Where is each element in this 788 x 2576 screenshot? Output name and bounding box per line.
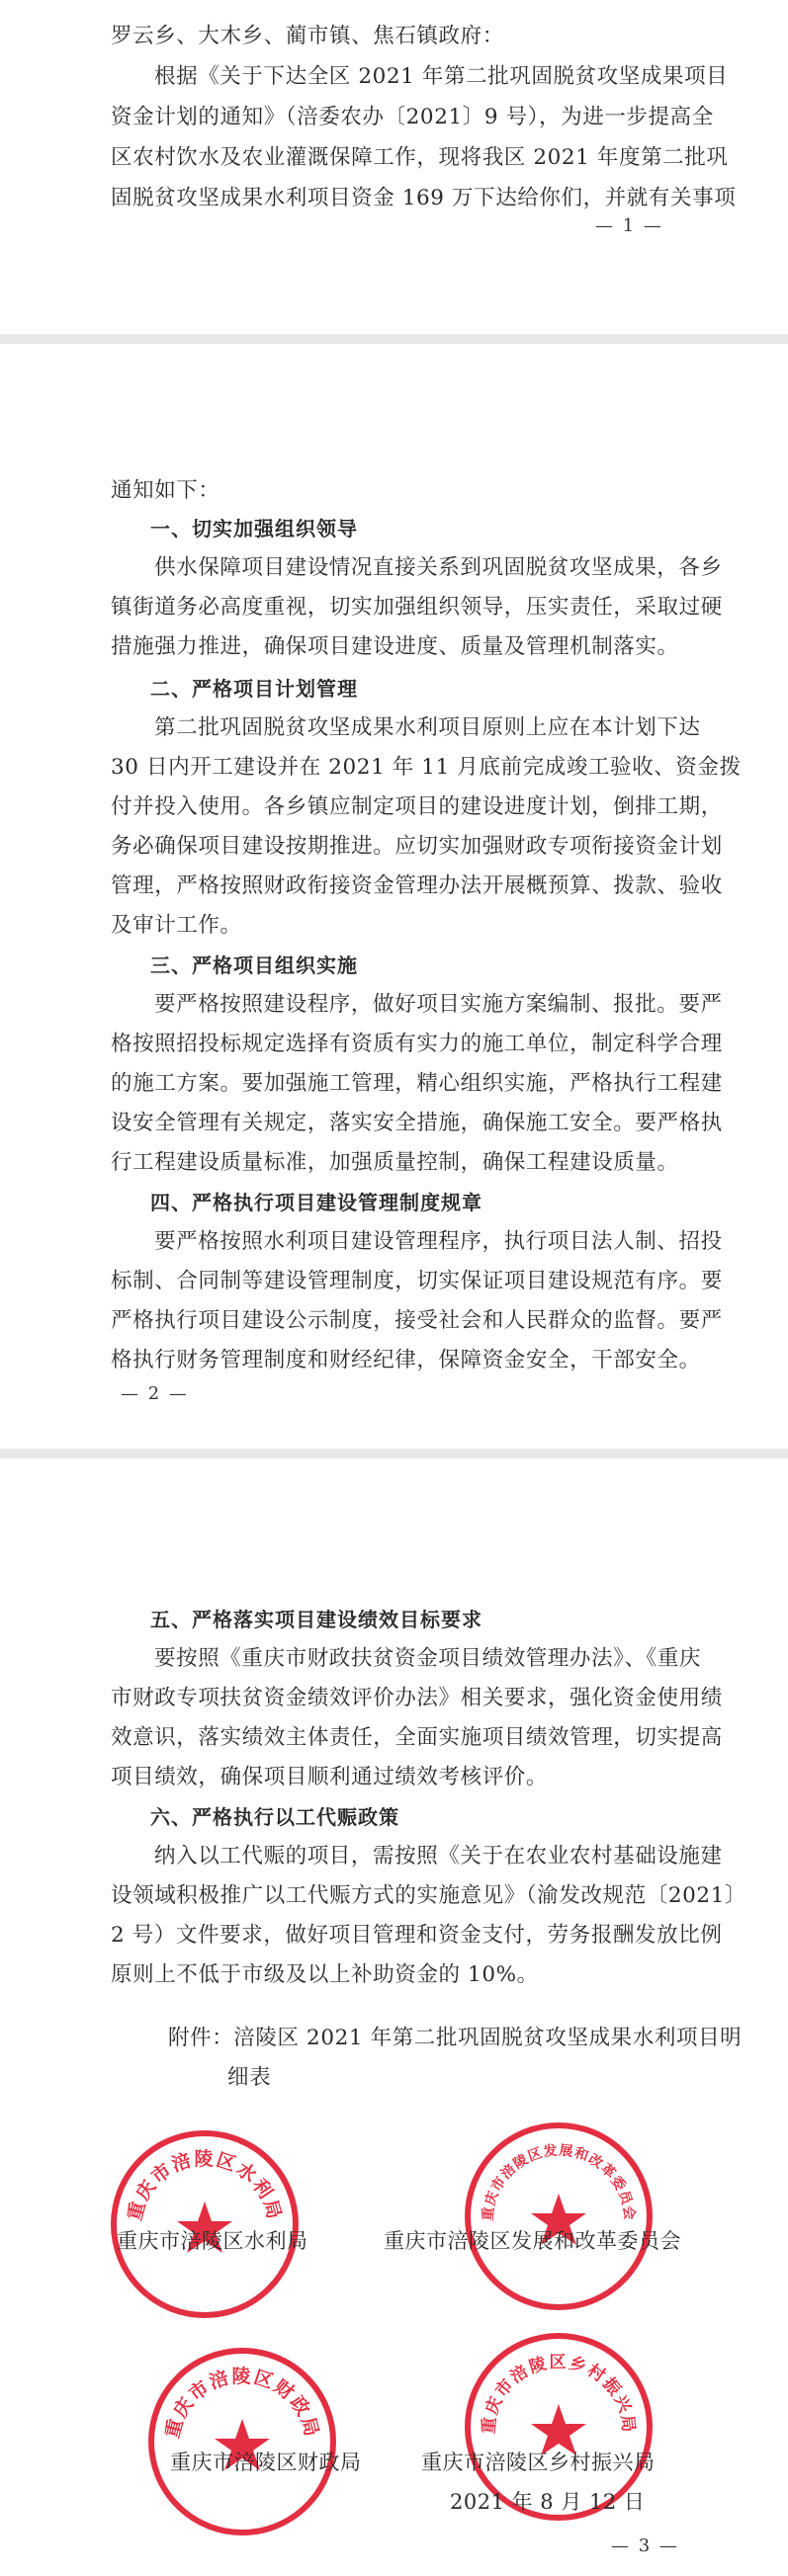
attachment-line: 附件：涪陵区 2021 年第二批巩固脱贫攻坚成果水利项目明	[168, 2026, 743, 2050]
seal-text: 重庆市涪陵区发展和改革委员会	[480, 2142, 638, 2222]
body-line: 行工程建设质量标准，加强质量控制，确保工程建设质量。	[111, 1150, 679, 1175]
body-line: 项目绩效，确保项目顺利通过绩效考核评价。	[111, 1765, 549, 1789]
body-line: 严格执行项目建设公示制度，接受社会和人民群众的监督。要严	[111, 1308, 723, 1333]
page-number: — 1 —	[595, 215, 663, 236]
body-line: 市财政专项扶贫资金绩效评价办法》相关要求，强化资金使用绩	[111, 1686, 723, 1710]
body-line: 原则上不低于市级及以上补助资金的 10%。	[111, 1962, 539, 1987]
body-line: 管理，严格按照财政衔接资金管理办法开展概预算、拨款、验收	[111, 873, 723, 898]
signatory-development-commission: 重庆市涪陵区发展和改革委员会	[384, 2229, 681, 2253]
body-line: 要严格按照水利项目建设管理程序，执行项目法人制、招投	[154, 1229, 723, 1254]
section-heading-2: 二、严格项目计划管理	[150, 677, 358, 701]
star-seal-icon	[465, 2122, 653, 2310]
document-page-2	[0, 344, 788, 1449]
body-line: 效意识，落实绩效主体责任，全面实施项目绩效管理，切实提高	[111, 1725, 723, 1750]
addressee-line: 罗云乡、大木乡、蔺市镇、焦石镇政府：	[111, 24, 504, 48]
body-line: 务必确保项目建设按期推进。应切实加强财政专项衔接资金计划	[111, 834, 723, 859]
section-heading-1: 一、切实加强组织领导	[150, 517, 358, 540]
body-line: 格执行财务管理制度和财经纪律，保障资金安全，干部安全。	[111, 1348, 701, 1372]
attachment-line: 细表	[227, 2065, 272, 2090]
signatory-finance-bureau: 重庆市涪陵区财政局	[170, 2451, 362, 2474]
body-line: 格按照招投标规定选择有资质有实力的施工单位，制定科学合理	[111, 1032, 723, 1056]
seal-text: 重庆市涪陵区乡村振兴局	[479, 2353, 639, 2436]
body-line: 措施强力推进，确保项目建设进度、质量及管理机制落实。	[111, 634, 679, 659]
body-line: 要按照《重庆市财政扶贫资金项目绩效管理办法》、《重庆	[154, 1646, 702, 1671]
section-heading-6: 六、严格执行以工代赈政策	[150, 1805, 399, 1829]
section-heading-5: 五、严格落实项目建设绩效目标要求	[150, 1608, 482, 1631]
body-line: 设领域积极推广以工代赈方式的实施意见》（渝发改规范〔2021〕	[111, 1883, 747, 1908]
seal-text: 重庆市涪陵区财政局	[161, 2366, 323, 2441]
page-number: — 3 —	[611, 2535, 679, 2556]
page-number: — 2 —	[121, 1383, 189, 1404]
seal-text: 重庆市涪陵区水利局	[124, 2148, 286, 2223]
official-seal-development-commission	[465, 2122, 653, 2310]
official-seal-finance-bureau	[148, 2348, 336, 2535]
body-line: 标制、合同制等建设管理制度，切实保证项目建设规范有序。要	[111, 1269, 723, 1293]
body-line: 2 号）文件要求，做好项目管理和资金支付，劳务报酬发放比例	[111, 1923, 723, 1948]
star-seal-icon	[148, 2348, 336, 2535]
signatory-rural-revitalization-bureau: 重庆市涪陵区乡村振兴局	[421, 2451, 656, 2474]
body-line: 资金计划的通知》（涪委农办〔2021〕9 号），为进一步提高全	[111, 105, 714, 129]
star-seal-icon	[111, 2130, 299, 2318]
section-heading-3: 三、严格项目组织实施	[150, 954, 358, 977]
body-line: 供水保障项目建设情况直接关系到巩固脱贫攻坚成果，各乡	[154, 555, 723, 580]
document-date: 2021 年 8 月 12 日	[450, 2490, 646, 2514]
body-line: 第二批巩固脱贫攻坚成果水利项目原则上应在本计划下达	[154, 715, 701, 740]
official-seal-water-bureau	[111, 2130, 299, 2318]
signatory-water-bureau: 重庆市涪陵区水利局	[117, 2229, 308, 2253]
body-line: 付并投入使用。各乡镇应制定项目的建设进度计划，倒排工期，	[111, 794, 723, 819]
document-page-1	[0, 0, 788, 334]
body-line: 要严格按照建设程序，做好项目实施方案编制、报批。要严	[154, 992, 723, 1017]
body-line: 的施工方案。要加强施工管理，精心组织实施，严格执行工程建	[111, 1071, 723, 1096]
document-page-3	[0, 1458, 788, 2576]
body-line: 设安全管理有关规定，落实安全措施，确保施工安全。要严格执	[111, 1111, 723, 1135]
body-line: 区农村饮水及农业灌溉保障工作，现将我区 2021 年度第二批巩	[111, 145, 729, 170]
body-line: 30 日内开工建设并在 2021 年 11 月底前完成竣工验收、资金拨	[111, 755, 742, 780]
body-line: 纳入以工代赈的项目，需按照《关于在农业农村基础设施建	[154, 1844, 723, 1869]
body-line: 镇街道务必高度重视，切实加强组织领导，压实责任，采取过硬	[111, 595, 723, 620]
body-line: 根据《关于下达全区 2021 年第二批巩固脱贫攻坚成果项目	[154, 64, 729, 89]
body-line: 及审计工作。	[111, 913, 242, 938]
intro-line: 通知如下：	[111, 478, 220, 503]
section-heading-4: 四、严格执行项目建设管理制度规章	[150, 1191, 482, 1214]
body-line: 固脱贫攻坚成果水利项目资金 169 万下达给你们，并就有关事项	[111, 186, 737, 210]
